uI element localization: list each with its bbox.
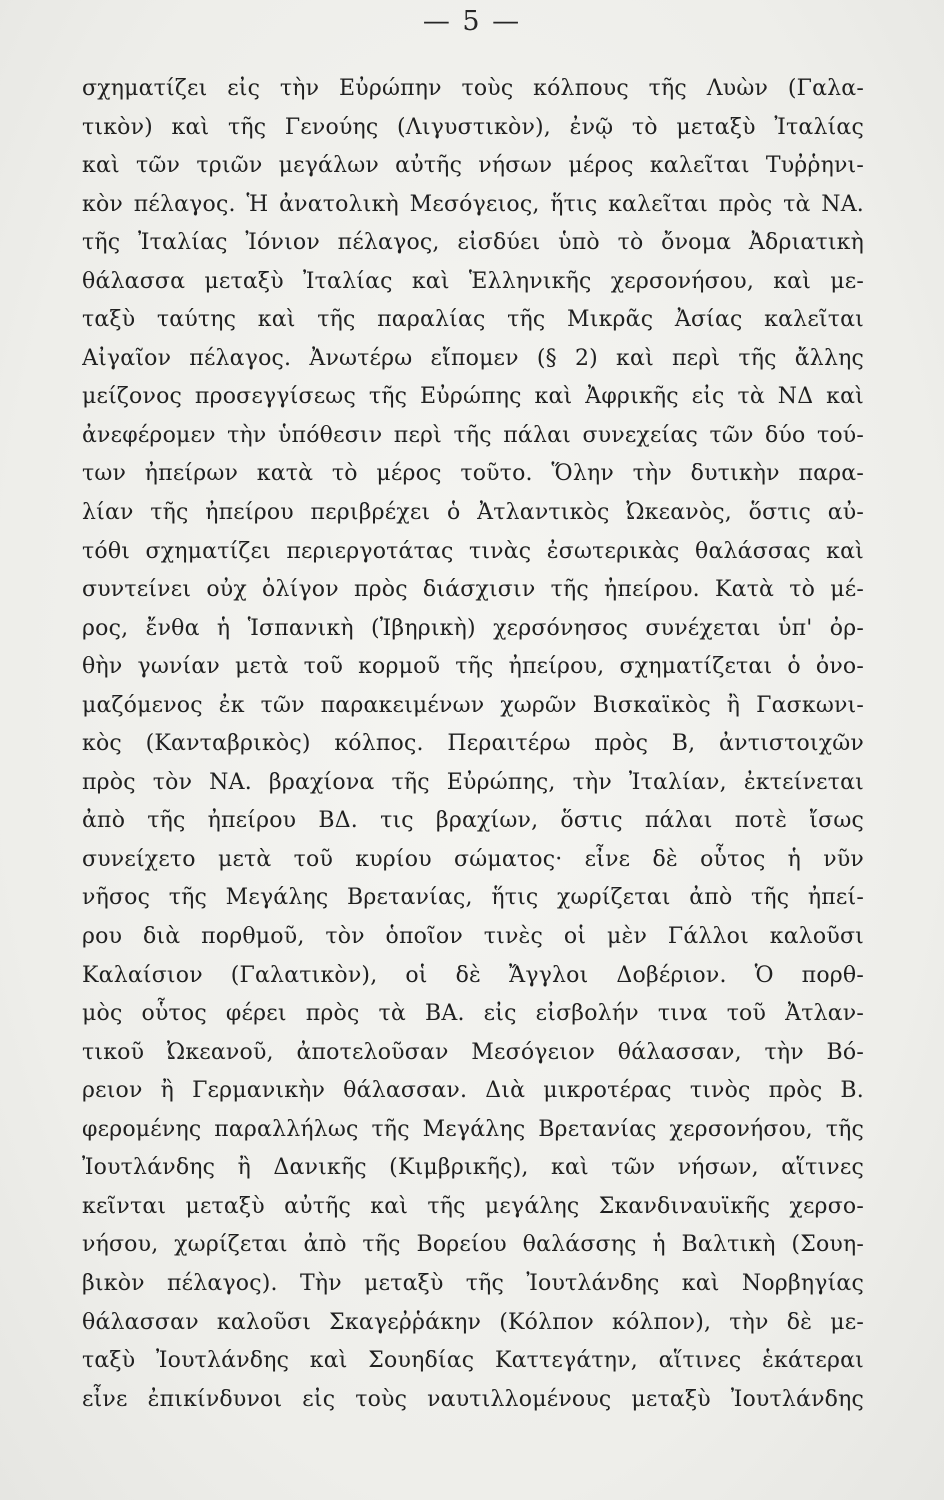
text-line: κὸν πέλαγος. Ἡ ἀνατολικὴ Μεσόγειος, ἥτις καλεῖται πρὸς τὰ ΝΑ. [82, 191, 864, 217]
text-line: μαζόμενος ἐκ τῶν παρακειμένων χωρῶν Βισκαϊκὸς ἢ Γασκωνι- [82, 692, 864, 718]
text-line: τικὸν) καὶ τῆς Γενούης (Λιγυστικὸν), ἐνῷ τὸ μεταξὺ Ἰταλίας [82, 114, 864, 140]
text-line: πρὸς τὸν ΝΑ. βραχίονα τῆς Εὐρώπης, τὴν Ἰταλίαν, ἐκτείνεται [82, 769, 864, 795]
page-number: — 5 — [422, 6, 522, 37]
text-line: ρειον ἢ Γερμανικὴν θάλασσαν. Διὰ μικροτέρας τινὸς πρὸς Β. [82, 1078, 864, 1104]
body-text [82, 70, 864, 1419]
text-line: θὴν γωνίαν μετὰ τοῦ κορμοῦ τῆς ἠπείρου, σχηματίζεται ὁ ὀνο- [82, 654, 864, 680]
text-line: τῆς Ἰταλίας Ἰόνιον πέλαγος, εἰσδύει ὑπὸ τὸ ὄνομα Ἀδριατικὴ [82, 230, 864, 256]
text-line: μείζονος προσεγγίσεως τῆς Εὐρώπης καὶ Ἀφρικῆς εἰς τὰ ΝΔ καὶ [82, 384, 864, 410]
text-line: σχηματίζει εἰς τὴν Εὐρώπην τοὺς κόλπους τῆς Λυὼν (Γαλα- [82, 76, 864, 101]
text-line: κὸς (Κανταβρικὸς) κόλπος. Περαιτέρω πρὸς Β, ἀντιστοιχῶν [82, 731, 864, 757]
text-line: ταξὺ ταύτης καὶ τῆς παραλίας τῆς Μικρᾶς Ἀσίας καλεῖται [82, 307, 864, 333]
text-line: ρος, ἔνθα ἡ Ἱσπανικὴ (Ἰβηρικὴ) χερσόνησος συνέχεται ὑπ' ὀρ- [82, 615, 864, 641]
text-line: συντείνει οὐχ ὀλίγον πρὸς διάσχισιν τῆς ἠπείρου. Κατὰ τὸ μέ- [82, 577, 864, 603]
text-line: νῆσος τῆς Μεγάλης Βρετανίας, ἥτις χωρίζεται ἀπὸ τῆς ἠπεί- [82, 885, 864, 911]
text-line: τικοῦ Ὠκεανοῦ, ἀποτελοῦσαν Μεσόγειον θάλασσαν, τὴν Βό- [82, 1039, 864, 1065]
text-line: κεῖνται μεταξὺ αὐτῆς καὶ τῆς μεγάλης Σκανδιναυϊκῆς χερσο- [82, 1193, 864, 1219]
text-line: τόθι σχηματίζει περιεργοτάτας τινὰς ἐσωτερικὰς θαλάσσας καὶ [82, 538, 864, 564]
text-line: ταξὺ Ἰουτλάνδης καὶ Σουηδίας Καττεγάτην, αἵτινες ἑκάτεραι [82, 1348, 864, 1374]
text-line: εἶνε ἐπικίνδυνοι εἰς τοὺς ναυτιλλομένους μεταξὺ Ἰουτλάνδης [82, 1386, 864, 1412]
text-line: ἀπὸ τῆς ἠπείρου ΒΔ. τις βραχίων, ὅστις πάλαι ποτὲ ἴσως [82, 808, 864, 834]
text-line: φερομένης παραλλήλως τῆς Μεγάλης Βρετανίας χερσονήσου, τῆς [82, 1116, 864, 1142]
text-line: Καλαίσιον (Γαλατικὸν), οἱ δὲ Ἄγγλοι Δοβέριον. Ὁ πορθ- [82, 962, 864, 988]
text-line: βικὸν πέλαγος). Τὴν μεταξὺ τῆς Ἰουτλάνδης καὶ Νορβηγίας [82, 1270, 864, 1296]
text-line: ρου διὰ πορθμοῦ, τὸν ὁποῖον τινὲς οἱ μὲν Γάλλοι καλοῦσι [82, 924, 864, 950]
text-line: καὶ τῶν τριῶν μεγάλων αὐτῆς νήσων μέρος καλεῖται Τυῤῥηνι- [82, 153, 864, 179]
text-line: Ἰουτλάνδης ἢ Δανικῆς (Κιμβρικῆς), καὶ τῶν νήσων, αἵτινες [82, 1155, 864, 1181]
text-line: των ἠπείρων κατὰ τὸ μέρος τοῦτο. Ὅλην τὴν δυτικὴν παρα- [82, 461, 864, 487]
text-line: νήσου, χωρίζεται ἀπὸ τῆς Βορείου θαλάσσης ἡ Βαλτικὴ (Σουη- [82, 1232, 864, 1258]
text-line: μὸς οὗτος φέρει πρὸς τὰ ΒΑ. εἰς εἰσβολήν τινα τοῦ Ἀτλαν- [82, 1001, 864, 1027]
text-line: ἀνεφέρομεν τὴν ὑπόθεσιν περὶ τῆς πάλαι συνεχείας τῶν δύο τού- [82, 422, 864, 448]
text-line: θάλασσα μεταξὺ Ἰταλίας καὶ Ἑλληνικῆς χερσονήσου, καὶ με- [82, 268, 864, 294]
text-line: λίαν τῆς ἠπείρου περιβρέχει ὁ Ἀτλαντικὸς Ὠκεανὸς, ὅστις αὐ- [82, 500, 864, 526]
text-line: Αἰγαῖον πέλαγος. Ἀνωτέρω εἴπομεν (§ 2) καὶ περὶ τῆς ἄλλης [82, 345, 864, 371]
text-line: θάλασσαν καλοῦσι Σκαγεῤῥάκην (Κόλπον κόλπον), τὴν δὲ με- [82, 1309, 864, 1335]
text-line: συνείχετο μετὰ τοῦ κυρίου σώματος· εἶνε δὲ οὗτος ἡ νῦν [82, 846, 864, 872]
